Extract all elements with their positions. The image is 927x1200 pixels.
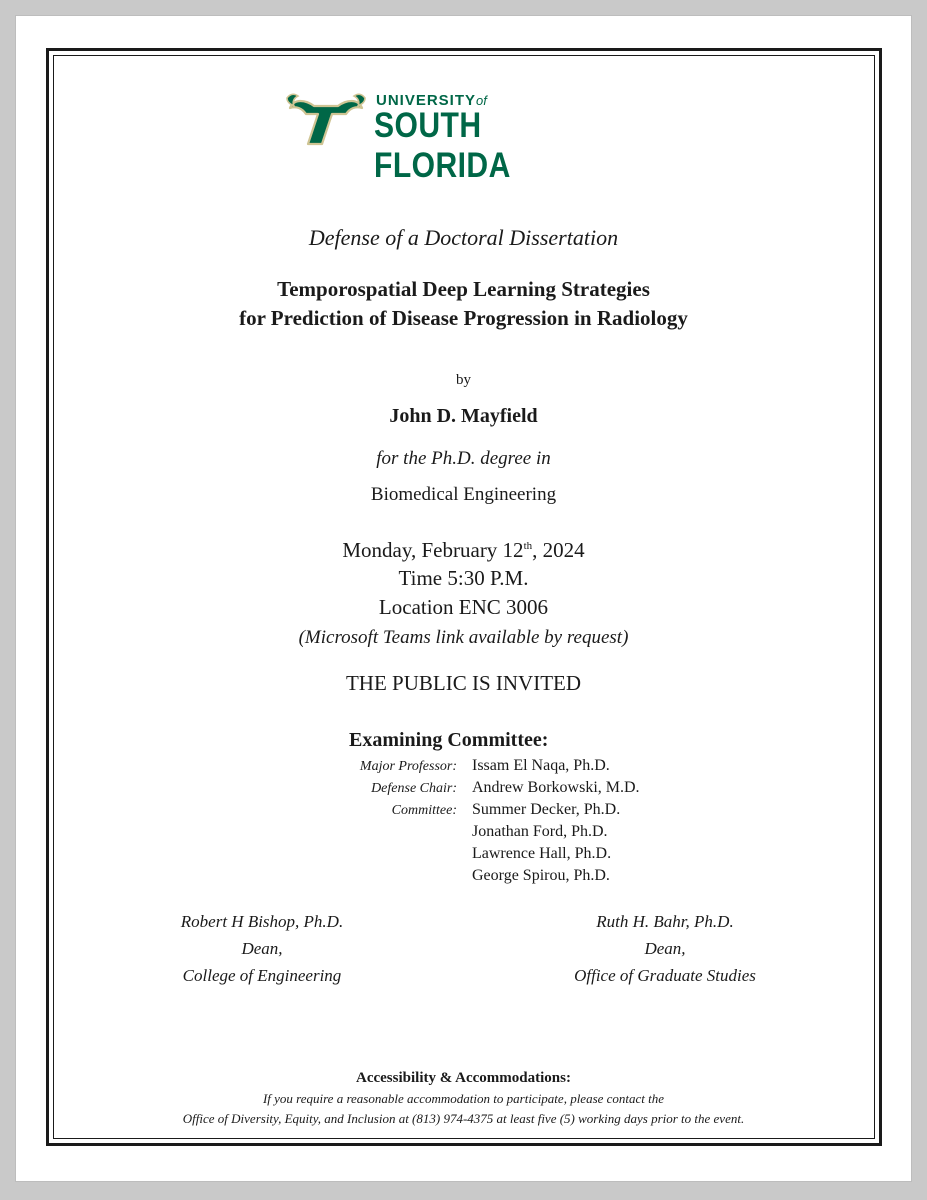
program-name: Biomedical Engineering [370, 484, 557, 505]
dean-name: Robert H Bishop, Ph.D. [180, 912, 344, 931]
committee-heading: Examining Committee: [349, 729, 549, 751]
committee-row [0, 867, 927, 889]
logo-south-florida-text: SOUTH FLORIDA [374, 106, 511, 185]
committee-member: George Spirou, Ph.D. [472, 867, 610, 884]
dean-title: Dean, [241, 939, 283, 958]
committee-member: Summer Decker, Ph.D. [472, 801, 621, 818]
dissertation-title-line-1: Temporospatial Deep Learning Strategies [277, 277, 650, 301]
dean-title: Dean, [644, 939, 686, 958]
by-label: by [456, 372, 471, 388]
dean-graduate-signature [560, 908, 770, 989]
accessibility-heading: Accessibility & Accommodations: [356, 1070, 571, 1086]
degree-line: for the Ph.D. degree in [376, 448, 551, 469]
committee-member: Jonathan Ford, Ph.D. [472, 823, 608, 840]
usf-logo [284, 86, 636, 185]
dean-name: Ruth H. Bahr, Ph.D. [596, 912, 734, 931]
logo-university-text: UNIVERSITYof [376, 92, 487, 109]
event-location: Location ENC 3006 [378, 595, 549, 619]
document-heading: Defense of a Doctoral Dissertation [308, 225, 619, 250]
committee-row [0, 757, 927, 779]
dean-unit: College of Engineering [182, 966, 342, 985]
dissertation-title-line-2: for Prediction of Disease Progression in Radiology [239, 306, 688, 330]
teams-note: (Microsoft Teams link available by request) [298, 627, 629, 648]
committee-role: Major Professor: [359, 759, 457, 774]
bull-horns-icon [284, 86, 368, 150]
committee-row [0, 823, 927, 845]
dean-engineering-signature [162, 908, 362, 989]
dean-unit: Office of Graduate Studies [574, 966, 756, 985]
candidate-name: John D. Mayfield [389, 405, 538, 427]
committee-row [0, 845, 927, 867]
event-date: Monday, February 12th, 2024 [342, 538, 585, 562]
committee-role: Defense Chair: [371, 781, 457, 796]
accessibility-text-line-2: Office of Diversity, Equity, and Inclusion at (813) 974-4375 at least five (5) working days prior to the event. [182, 1111, 745, 1126]
committee-member: Issam El Naqa, Ph.D. [472, 757, 610, 774]
public-invite: THE PUBLIC IS INVITED [345, 671, 582, 695]
event-time: Time 5:30 P.M. [398, 566, 529, 590]
committee-member: Andrew Borkowski, M.D. [472, 779, 640, 796]
committee-role: Committee: [391, 803, 457, 818]
committee-row [0, 779, 927, 801]
committee-member: Lawrence Hall, Ph.D. [472, 845, 612, 862]
accessibility-text-line-1: If you require a reasonable accommodation to participate, please contact the [262, 1091, 665, 1106]
committee-row [0, 801, 927, 823]
